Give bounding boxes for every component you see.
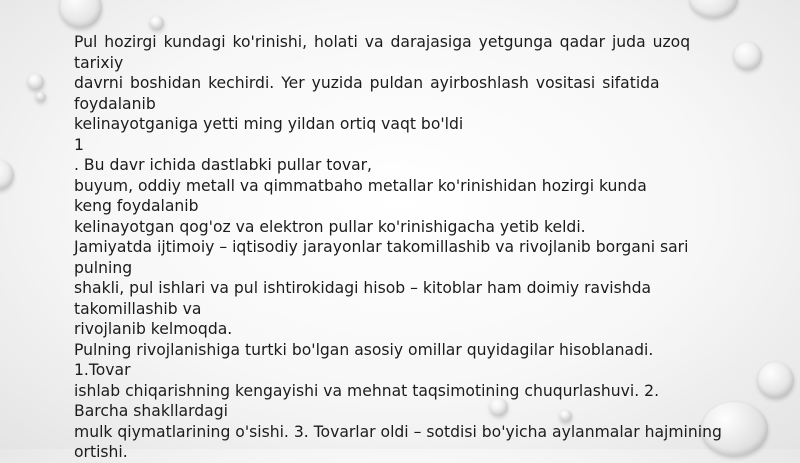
water-drop-decoration <box>734 42 762 70</box>
water-drop-decoration <box>36 92 46 102</box>
text-line: . Bu davr ichida dastlabki pullar tovar, <box>74 156 373 174</box>
water-drop-decoration <box>690 0 738 18</box>
text-line: davrni boshidan kechirdi. Yer yuzida puldan ayirboshlash vositasi sifatida <box>74 74 660 92</box>
text-line: foydalanib <box>74 94 156 113</box>
text-line: pulning <box>74 258 133 277</box>
text-line: tarixiy <box>74 53 124 72</box>
text-line: kelinayotganiga yetti ming yildan ortiq vaqt bo'ldi <box>74 115 464 133</box>
text-line: kelinayotgan qog'oz va elektron pullar ko'rinishigacha yetib keldi. <box>74 217 586 236</box>
text-line: mulk qiymatlarining o'sishi. 3. Tovarlar oldi – sotdisi bo'yicha aylanmalar hajmining <box>74 422 722 441</box>
text-line: keng foydalanib <box>74 197 199 215</box>
slide-body-text <box>74 32 734 463</box>
water-drop-decoration <box>758 362 794 398</box>
text-line: 1.Tovar <box>74 361 131 379</box>
text-line: rivojlanib kelmoqda. <box>74 320 233 338</box>
text-line: Pul hozirgi kundagi ko'rinishi, holati va darajasiga yetgunga qadar juda uzoq <box>74 33 691 51</box>
text-line: ishlab chiqarishning kengayishi va mehnat taqsimotining chuqurlashuvi. 2. <box>74 381 660 400</box>
text-line: Pulning rivojlanishiga turtki bo'lgan asosiy omillar quyidagilar hisoblanadi. <box>74 340 654 359</box>
text-line: 1 <box>74 135 84 154</box>
text-line: buyum, oddiy metall va qimmatbaho metallar ko'rinishidan hozirgi kunda <box>74 176 647 195</box>
text-line: ortishi. <box>74 443 128 461</box>
text-line: Jamiyatda ijtimoiy – iqtisodiy jarayonlar takomillashib va rivojlanib borgani sari <box>74 238 689 256</box>
text-line: shakli, pul ishlari va pul ishtirokidagi hisob – kitoblar ham doimiy ravishda <box>74 279 652 297</box>
water-drop-decoration <box>60 0 102 28</box>
water-drop-decoration <box>0 160 14 190</box>
water-drop-decoration <box>28 74 44 90</box>
water-drop-decoration <box>150 16 164 30</box>
text-line: Barcha shakllardagi <box>74 402 228 420</box>
text-line: takomillashib va <box>74 299 202 318</box>
